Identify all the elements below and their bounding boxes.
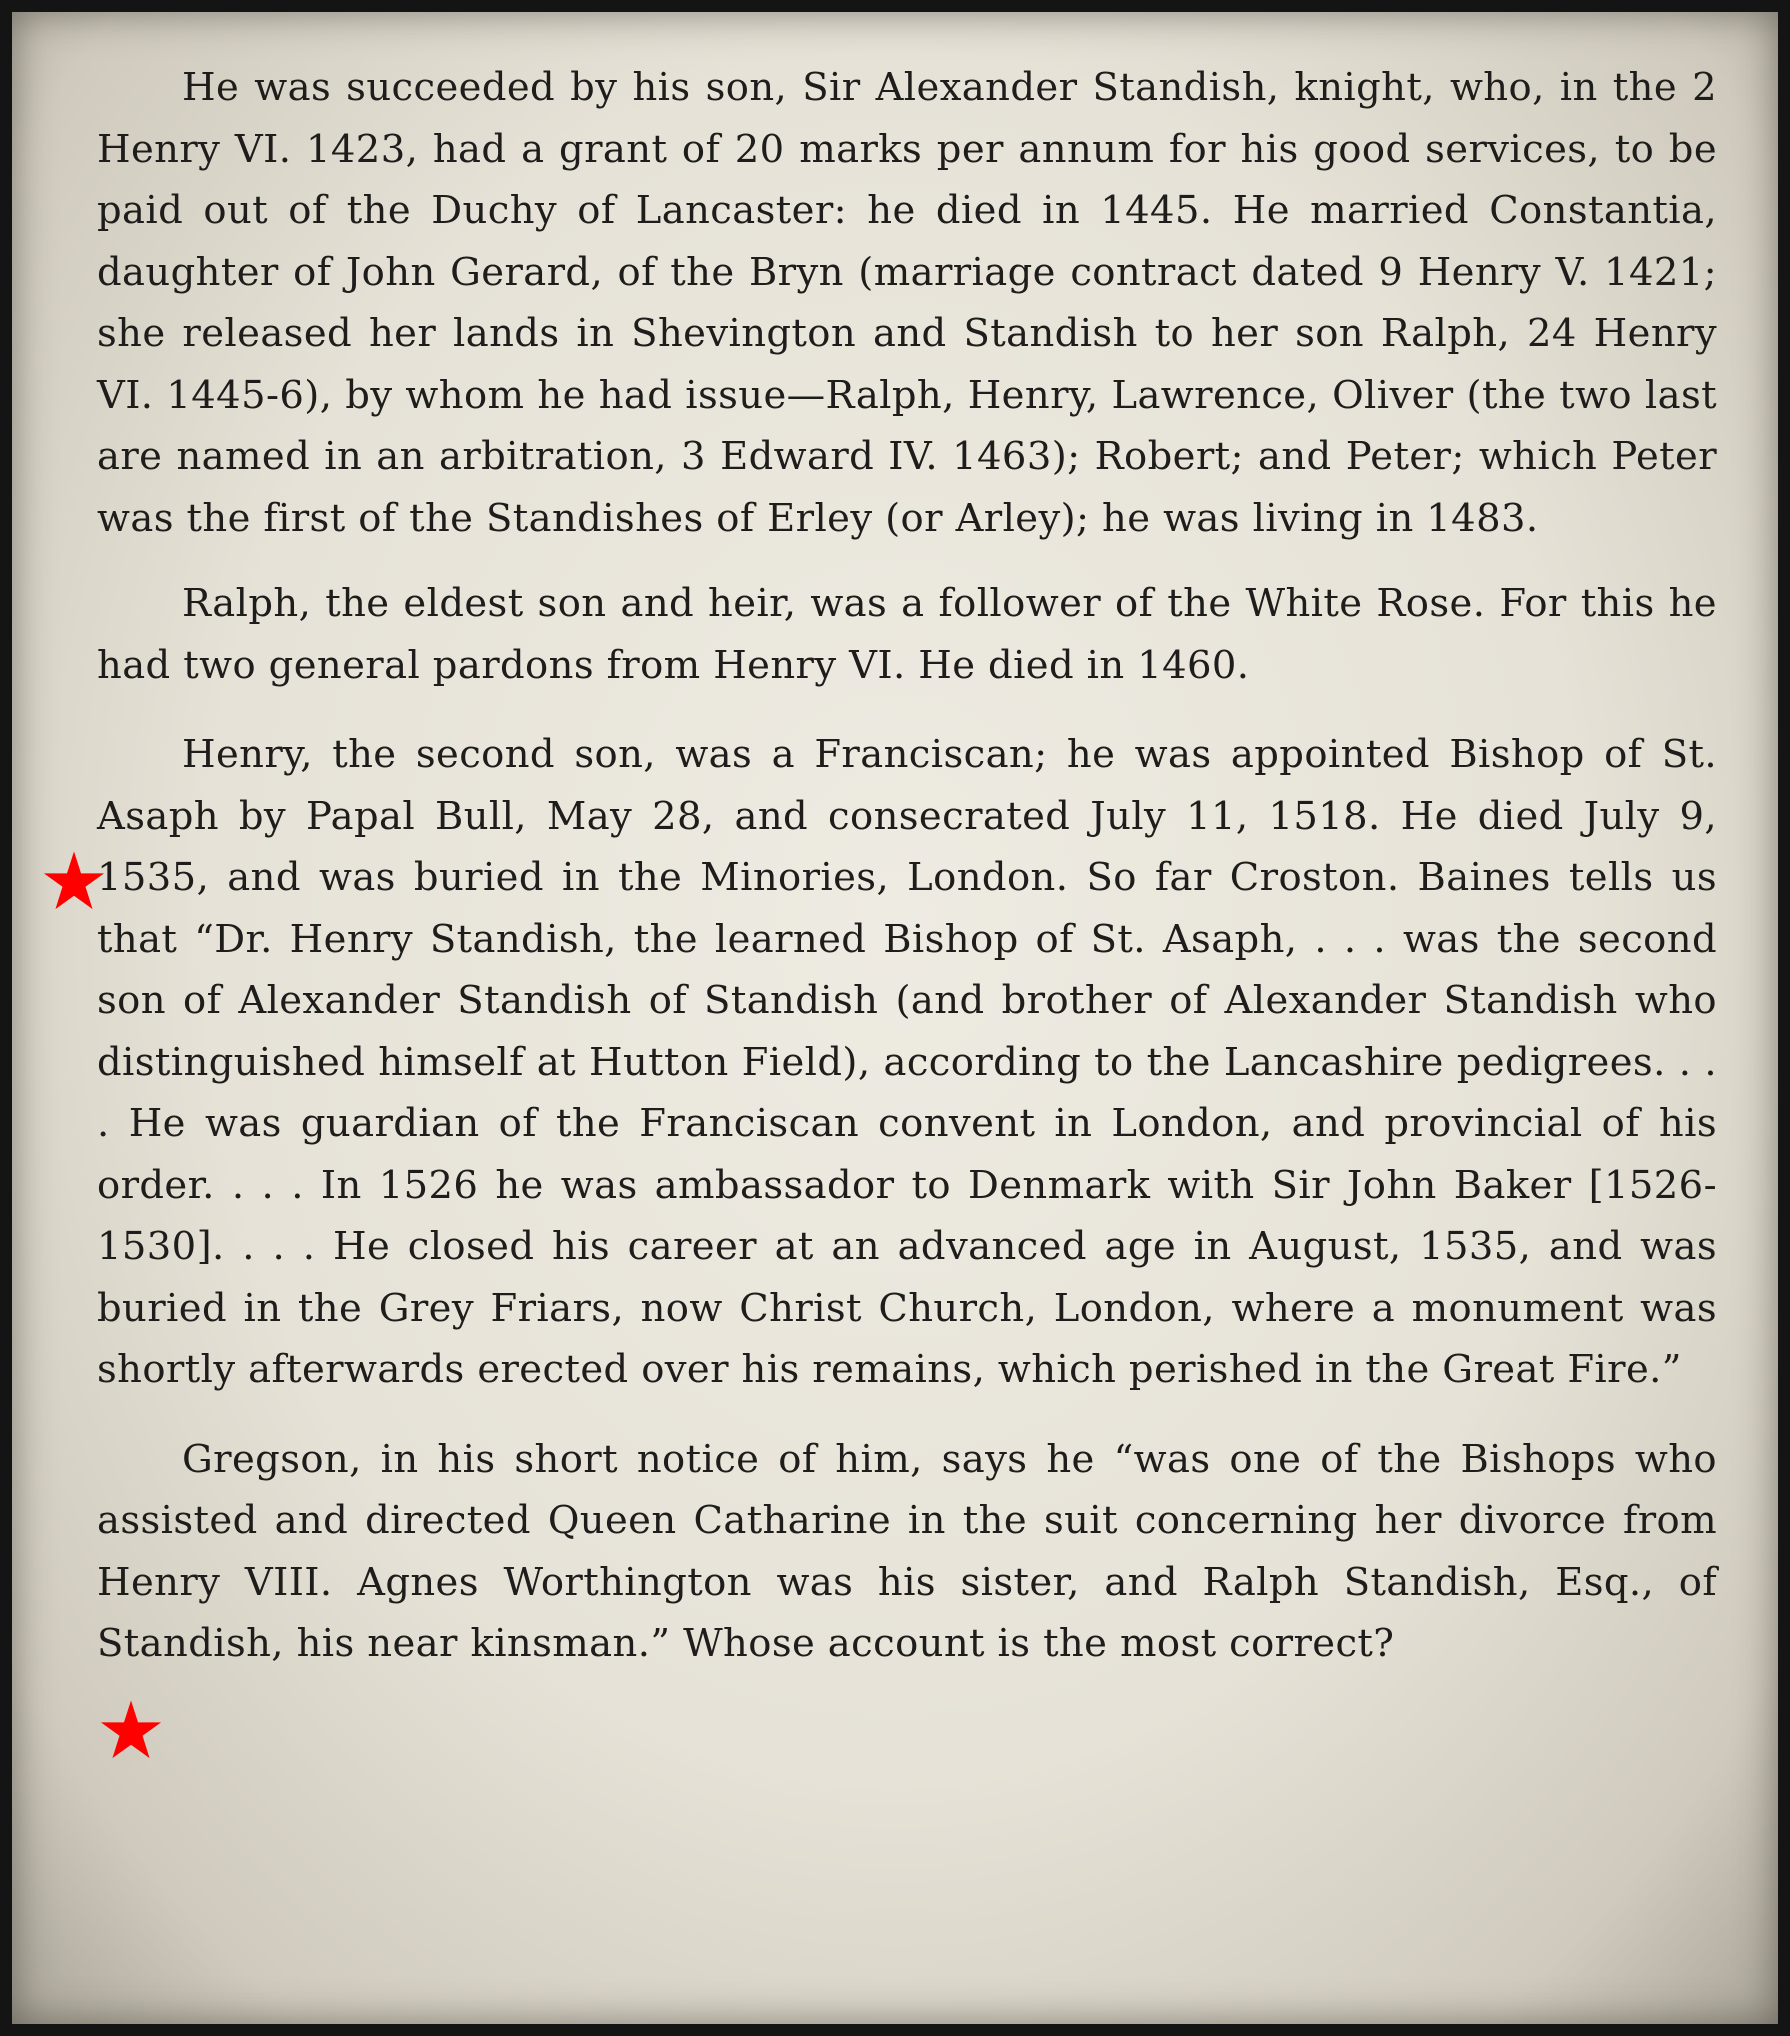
paragraph-ralph: Ralph, the eldest son and heir, was a follower of the White Rose. For this he had two general pardons from Henry VI. He died in 1460.: [97, 581, 1717, 688]
document-body: [97, 57, 1717, 1703]
paragraph-henry: Henry, the second son, was a Franciscan; he was appointed Bishop of St. Asaph by Papal Bull, May 28, and consecrated July 11, 1518. He died July 9, 1535, and was buried in the Minories, London. So far Croston. Baines tells us that “Dr. Henry Standish, the learned Bishop of St. Asaph, . . . was the second son of Alexander Standish of Standish (and brother of Alexander Standish who distinguished himself at Hutton Field), according to the Lancashire pedigrees. . . . He was guardian of the Franciscan convent in London, and provincial of his order. . . . In 1526 he was ambassador to Denmark with Sir John Baker [1526-1530]. . . . He closed his career at an advanced age in August, 1535, and was buried in the Grey Friars, now Christ Church, London, where a monument was shortly afterwards erected over his remains, which perished in the Great Fire.”: [97, 732, 1717, 1392]
scanned-page: [12, 12, 1778, 2024]
star-icon: [99, 1699, 163, 1761]
paragraph-gregson: Gregson, in his short notice of him, says he “was one of the Bishops who assisted and directed Queen Catharine in the suit concerning her divorce from Henry VIII. Agnes Worthington was his sister, and Ralph Standish, Esq., of Standish, his near kinsman.” Whose account is the most correct?: [97, 1436, 1717, 1666]
paragraph-succession: He was succeeded by his son, Sir Alexander Standish, knight, who, in the 2 Henry VI. 1423, had a grant of 20 marks per annum for his good services, to be paid out of the Duchy of Lancaster: he died in 1445. He married Constantia, daughter of John Gerard, of the Bryn (marriage contract dated 9 Henry V. 1421; she released her lands in Shevington and Standish to her son Ralph, 24 Henry VI. 1445-6), by whom he had issue—Ralph, Henry, Lawrence, Oliver (the two last are named in an arbitration, 3 Edward IV. 1463); Robert; and Peter; which Peter was the first of the Standishes of Erley (or Arley); he was living in 1483.: [97, 65, 1717, 541]
